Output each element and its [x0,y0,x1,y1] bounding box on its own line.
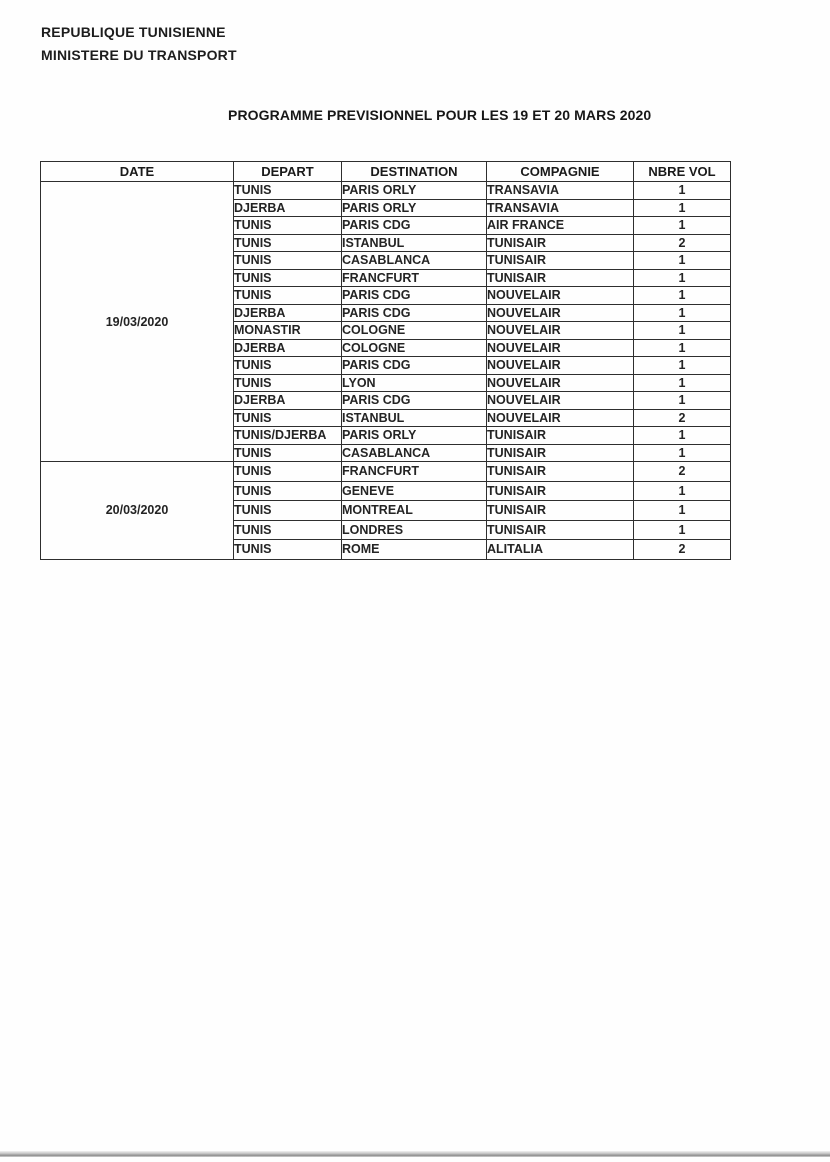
depart-cell: TUNIS [234,444,342,462]
destination-cell: PARIS CDG [342,357,487,375]
depart-cell: TUNIS [234,269,342,287]
date-cell: 19/03/2020 [41,182,234,462]
destination-cell: PARIS CDG [342,287,487,305]
depart-cell: TUNIS [234,409,342,427]
compagnie-cell: NOUVELAIR [487,322,634,340]
nbre-vol-cell: 1 [634,374,731,392]
compagnie-cell: ALITALIA [487,540,634,560]
nbre-vol-cell: 1 [634,287,731,305]
destination-cell: PARIS ORLY [342,427,487,445]
nbre-vol-cell: 1 [634,357,731,375]
nbre-vol-cell: 1 [634,444,731,462]
destination-cell: LYON [342,374,487,392]
destination-cell: PARIS ORLY [342,182,487,200]
destination-cell: ISTANBUL [342,234,487,252]
compagnie-cell: TUNISAIR [487,234,634,252]
compagnie-cell: TUNISAIR [487,501,634,521]
depart-cell: TUNIS [234,481,342,501]
table-row [41,182,731,200]
compagnie-cell: NOUVELAIR [487,392,634,410]
nbre-vol-cell: 1 [634,322,731,340]
col-header-depart: DEPART [234,162,342,182]
depart-cell: TUNIS [234,252,342,270]
col-header-compagnie: COMPAGNIE [487,162,634,182]
compagnie-cell: NOUVELAIR [487,304,634,322]
nbre-vol-cell: 1 [634,392,731,410]
depart-cell: TUNIS [234,462,342,482]
destination-cell: PARIS ORLY [342,199,487,217]
compagnie-cell: TUNISAIR [487,462,634,482]
destination-cell: COLOGNE [342,339,487,357]
destination-cell: MONTREAL [342,501,487,521]
depart-cell: TUNIS [234,501,342,521]
depart-cell: TUNIS [234,520,342,540]
header-row [41,162,731,182]
destination-cell: ISTANBUL [342,409,487,427]
destination-cell: PARIS CDG [342,304,487,322]
nbre-vol-cell: 2 [634,234,731,252]
destination-cell: CASABLANCA [342,444,487,462]
nbre-vol-cell: 2 [634,409,731,427]
table-header [41,162,731,182]
compagnie-cell: AIR FRANCE [487,217,634,235]
col-header-destination: DESTINATION [342,162,487,182]
depart-cell: TUNIS [234,374,342,392]
compagnie-cell: TUNISAIR [487,444,634,462]
table-row [41,462,731,482]
depart-cell: MONASTIR [234,322,342,340]
destination-cell: FRANCFURT [342,269,487,287]
destination-cell: COLOGNE [342,322,487,340]
depart-cell: TUNIS [234,234,342,252]
depart-cell: TUNIS/DJERBA [234,427,342,445]
col-header-date: DATE [41,162,234,182]
document-title: PROGRAMME PREVISIONNEL POUR LES 19 ET 20 MARS 2020 [228,107,652,123]
compagnie-cell: TUNISAIR [487,481,634,501]
compagnie-cell: NOUVELAIR [487,339,634,357]
compagnie-cell: TRANSAVIA [487,199,634,217]
compagnie-cell: NOUVELAIR [487,357,634,375]
org-header [41,21,237,67]
compagnie-cell: TUNISAIR [487,520,634,540]
nbre-vol-cell: 1 [634,481,731,501]
flight-schedule-table [40,161,731,560]
destination-cell: FRANCFURT [342,462,487,482]
nbre-vol-cell: 1 [634,501,731,521]
nbre-vol-cell: 1 [634,339,731,357]
nbre-vol-cell: 1 [634,199,731,217]
nbre-vol-cell: 1 [634,217,731,235]
depart-cell: TUNIS [234,182,342,200]
nbre-vol-cell: 1 [634,269,731,287]
date-cell: 20/03/2020 [41,462,234,560]
nbre-vol-cell: 1 [634,182,731,200]
col-header-nbre-vol: NBRE VOL [634,162,731,182]
destination-cell: PARIS CDG [342,217,487,235]
destination-cell: PARIS CDG [342,392,487,410]
table-body [41,182,731,560]
depart-cell: TUNIS [234,217,342,235]
depart-cell: DJERBA [234,339,342,357]
destination-cell: LONDRES [342,520,487,540]
depart-cell: DJERBA [234,392,342,410]
nbre-vol-cell: 2 [634,462,731,482]
compagnie-cell: TRANSAVIA [487,182,634,200]
nbre-vol-cell: 2 [634,540,731,560]
org-line-1: REPUBLIQUE TUNISIENNE [41,24,226,40]
nbre-vol-cell: 1 [634,427,731,445]
nbre-vol-cell: 1 [634,252,731,270]
depart-cell: TUNIS [234,540,342,560]
depart-cell: TUNIS [234,287,342,305]
org-line-2: MINISTERE DU TRANSPORT [41,47,237,63]
page-bottom-divider [0,1151,830,1157]
nbre-vol-cell: 1 [634,520,731,540]
destination-cell: GENEVE [342,481,487,501]
depart-cell: DJERBA [234,199,342,217]
destination-cell: ROME [342,540,487,560]
nbre-vol-cell: 1 [634,304,731,322]
depart-cell: TUNIS [234,357,342,375]
compagnie-cell: NOUVELAIR [487,287,634,305]
compagnie-cell: TUNISAIR [487,427,634,445]
compagnie-cell: NOUVELAIR [487,409,634,427]
compagnie-cell: NOUVELAIR [487,374,634,392]
compagnie-cell: TUNISAIR [487,269,634,287]
destination-cell: CASABLANCA [342,252,487,270]
compagnie-cell: TUNISAIR [487,252,634,270]
depart-cell: DJERBA [234,304,342,322]
